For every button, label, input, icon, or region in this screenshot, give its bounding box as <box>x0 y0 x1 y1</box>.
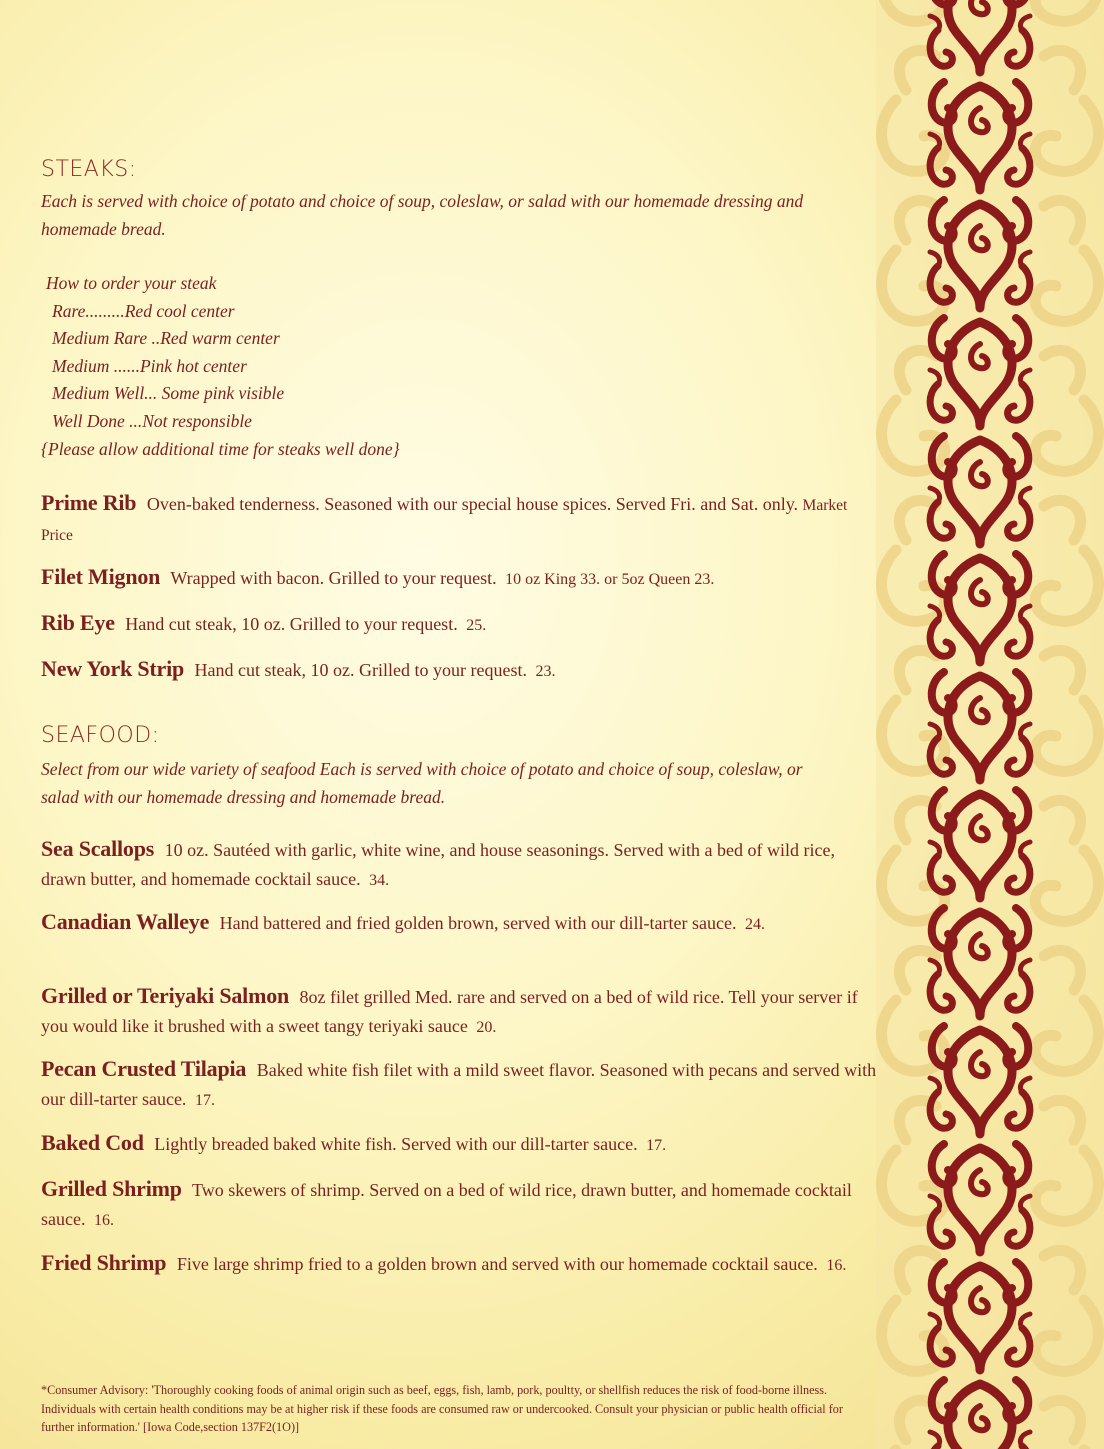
item-name: Grilled Shrimp <box>41 1176 182 1201</box>
item-name: Pecan Crusted Tilapia <box>41 1056 247 1081</box>
menu-item-baked-cod <box>41 1128 879 1160</box>
item-price: 16. <box>826 1257 847 1274</box>
guide-line-medium-rare: Medium Rare ..Red warm center <box>52 328 280 348</box>
item-description: Hand battered and fried golden brown, served with our dill-tarter sauce. <box>219 913 737 933</box>
ornament-motif <box>930 1026 1030 1134</box>
ornament-motif <box>930 82 1030 190</box>
item-description: Two skewers of shrimp. Served on a bed of wild rice, drawn butter, and homemade cocktail sauce. <box>41 1180 852 1229</box>
steaks-intro: Each is served with choice of potato and choice of soup, coleslaw, or salad with our homemade dressing and homemade bread. <box>41 191 804 239</box>
ornament-motif <box>930 200 1030 308</box>
guide-note: {Please allow additional time for steaks well done} <box>41 439 400 459</box>
red-ornamental-border <box>924 0 1036 1449</box>
menu-item-new-york-strip <box>41 654 879 686</box>
ornament-motif <box>930 554 1030 662</box>
guide-line-well-done: Well Done ...Not responsible <box>52 411 252 431</box>
menu-item-salmon <box>41 981 879 1042</box>
menu-item-pecan-crusted-tilapia <box>41 1054 879 1115</box>
menu-item-rib-eye <box>41 608 879 640</box>
item-description: Oven-baked tenderness. Seasoned with our special house spices. Served Fri. and Sat. only. <box>146 494 799 514</box>
consumer-advisory: *Consumer Advisory: 'Thoroughly cooking foods of animal origin such as beef, eggs, fish, lamb, pork, poultty, or shellfish reduces the risk of food-borne illness. Individuals with certain health conditions may be at higher risk if these foods are consumed raw or undercooked. Consult your physician or public health official for further information.' [Iowa Code,section 137F2(1O)] <box>41 1383 843 1434</box>
menu-item-sea-scallops <box>41 834 879 895</box>
guide-line-medium-well: Medium Well... Some pink visible <box>52 383 285 403</box>
item-price: 24. <box>744 916 765 933</box>
item-name: Sea Scallops <box>41 836 155 861</box>
steaks-heading: STEAKS: <box>41 157 137 182</box>
item-description: Hand cut steak, 10 oz. Grilled to your request. <box>194 660 527 680</box>
item-price: 20. <box>476 1019 497 1036</box>
item-price: 17. <box>194 1092 215 1109</box>
ornament-motif <box>930 790 1030 898</box>
ornament-motif <box>930 1380 1030 1449</box>
guide-line-medium: Medium ......Pink hot center <box>52 356 247 376</box>
menu-item-fried-shrimp <box>41 1248 879 1280</box>
menu-item-prime-rib <box>41 488 879 550</box>
ornament-motif <box>930 1262 1030 1370</box>
item-description: Lightly breaded baked white fish. Served with our dill-tarter sauce. <box>154 1134 638 1154</box>
item-description: 8oz filet grilled Med. rare and served on a bed of wild rice. Tell your server if you would like it brushed with a sweet tangy teriyaki sauce <box>41 987 858 1036</box>
item-name: Prime Rib <box>41 490 137 515</box>
item-description: 10 oz. Sautéed with garlic, white wine, and house seasonings. Served with a bed of wild rice, drawn butter, and homemade cocktail sauce. <box>41 840 835 889</box>
item-name: Filet Mignon <box>41 564 161 589</box>
seafood-intro: Select from our wide variety of seafood Each is served with choice of potato and choice of soup, coleslaw, or salad with our homemade dressing and homemade bread. <box>41 759 803 807</box>
menu-item-grilled-shrimp <box>41 1174 879 1235</box>
guide-line-rare: Rare.........Red cool center <box>52 301 235 321</box>
item-description: Baked white fish filet with a mild sweet flavor. Seasoned with pecans and served with our dill-tarter sauce. <box>41 1060 877 1109</box>
item-price: Market Price <box>41 497 848 544</box>
guide-heading: How to order your steak <box>46 273 217 293</box>
item-name: Rib Eye <box>41 610 115 635</box>
item-description: Five large shrimp fried to a golden brown and served with our homemade cocktail sauce. <box>176 1254 818 1274</box>
item-name: Fried Shrimp <box>41 1250 167 1275</box>
item-description: Hand cut steak, 10 oz. Grilled to your request. <box>125 614 458 634</box>
ornament-motif <box>930 0 1030 72</box>
ornament-motif <box>930 318 1030 426</box>
ornament-motif <box>930 908 1030 1016</box>
ornament-motif <box>930 1144 1030 1252</box>
ornament-motif <box>930 436 1030 544</box>
item-price: 17. <box>646 1137 667 1154</box>
item-name: Baked Cod <box>41 1130 144 1155</box>
item-price: 25. <box>466 617 487 634</box>
ornament-motif <box>930 672 1030 780</box>
item-price: 34. <box>369 872 390 889</box>
seafood-heading: SEAFOOD: <box>41 723 160 748</box>
item-name: New York Strip <box>41 656 185 681</box>
item-price: 23. <box>535 663 556 680</box>
item-name: Canadian Walleye <box>41 909 210 934</box>
item-price: 10 oz King 33. or 5oz Queen 23. <box>505 571 715 588</box>
menu-item-filet-mignon <box>41 562 879 594</box>
menu-item-canadian-walleye <box>41 907 879 939</box>
item-description: Wrapped with bacon. Grilled to your request. <box>170 568 497 588</box>
item-price: 16. <box>93 1212 114 1229</box>
item-name: Grilled or Teriyaki Salmon <box>41 983 290 1008</box>
